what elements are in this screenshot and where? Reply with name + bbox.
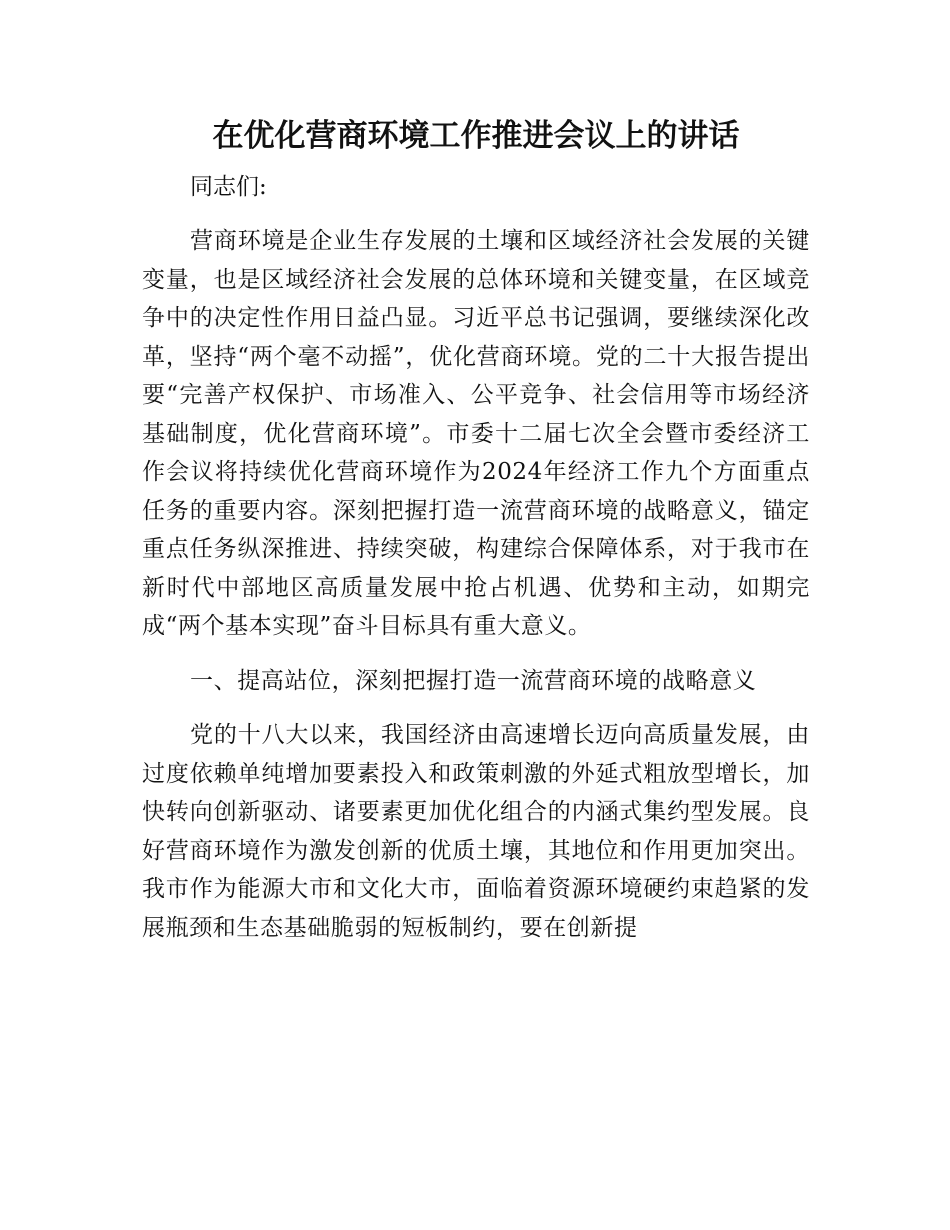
document-body [142,108,810,963]
section-heading: 一、提高站位，深刻把握打造一流营商环境的战略意义 [190,667,757,694]
salutation: 同志们: [190,174,267,200]
document-title: 在优化营商环境工作推进会议上的讲话 [212,118,740,154]
intro-paragraph: 营商环境是企业生存发展的土壤和区域经济社会发展的关键变量，也是区域经济社会发展的总体环境和关键变量，在区域竞争中的决定性作用日益凸显。习近平总书记强调，要继续深化改革，坚持“两个毫不动摇”，优化营商环境。党的二十大报告提出要“完善产权保护、市场准入、公平竞争、社会信用等市场经济基础制度，优化营商环境”。市委十二届七次全会暨市委经济工作会议将持续优化营商环境作为2024年经济工作九个方面重点任务的重要内容。深刻把握打造一流营商环境的战略意义，锚定重点任务纵深推进、持续突破，构建综合保障体系，对于我市在新时代中部地区高质量发展中抢占机遇、优势和主动，如期完成“两个基本实现”奋斗目标具有重大意义。 [142,228,810,639]
section-paragraph: 党的十八大以来，我国经济由高速增长迈向高质量发展，由过度依赖单纯增加要素投入和政策刺激的外延式粗放型增长，加快转向创新驱动、诸要素更加优化组合的内涵式集约型发展。良好营商环境作为激发创新的优质土壤，其地位和作用更加突出。我市作为能源大市和文化大市，面临着资源环境硬约束趋紧的发展瓶颈和生态基础脆弱的短板制约，要在创新提 [142,722,810,941]
